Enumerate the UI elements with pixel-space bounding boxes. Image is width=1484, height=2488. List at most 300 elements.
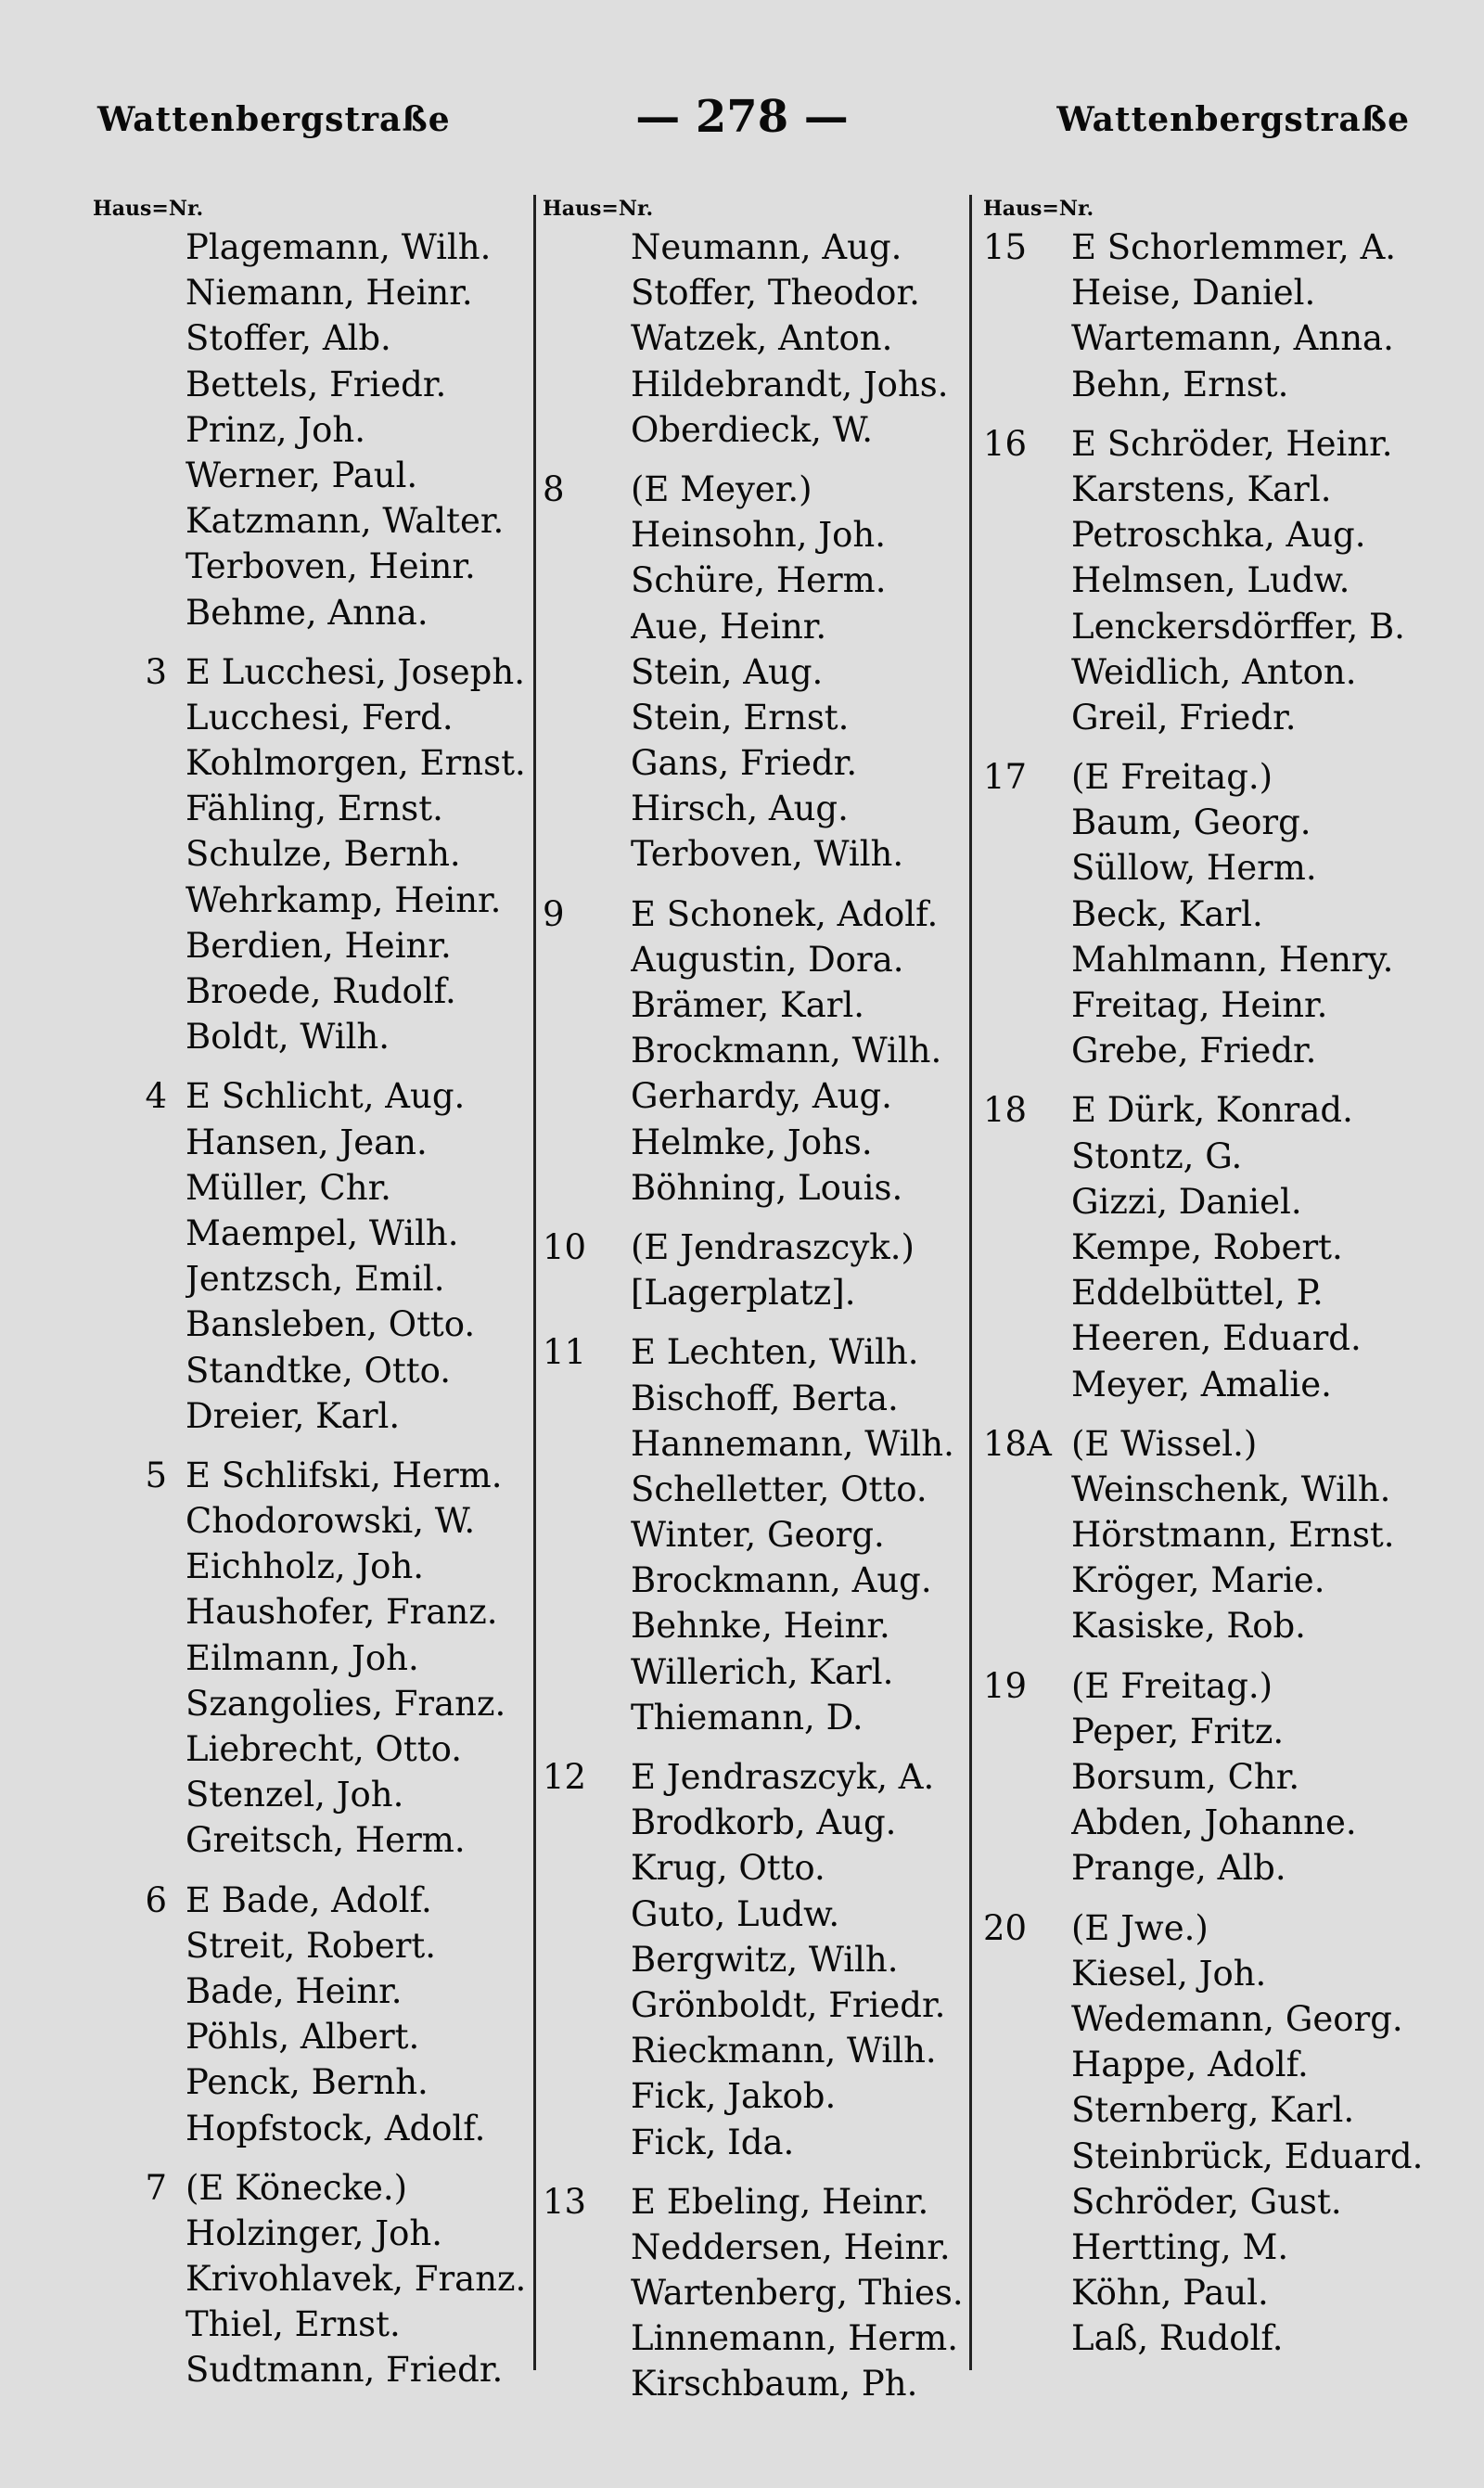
- house-number: [983, 467, 1071, 512]
- directory-entry: [543, 982, 979, 1028]
- directory-entry: [983, 315, 1447, 361]
- resident-name: Freitag, Heinr.: [1071, 985, 1328, 1025]
- resident-name: Thiemann, D.: [631, 1697, 864, 1738]
- directory-entry: [983, 937, 1447, 982]
- house-number: 8: [543, 468, 565, 509]
- house-number: [983, 1512, 1071, 1558]
- directory-entry: [983, 649, 1447, 695]
- directory-entry: [983, 421, 1447, 467]
- directory-entry: [93, 1453, 529, 1498]
- directory-entry: [543, 1845, 979, 1891]
- directory-entry: [543, 1120, 979, 1165]
- directory-entry: [93, 968, 529, 1014]
- house-number: [543, 1028, 631, 1073]
- directory-entry: [543, 695, 979, 740]
- entry-gap: [983, 1649, 1447, 1663]
- resident-name: Kasiske, Rob.: [1071, 1606, 1306, 1647]
- directory-entry: [93, 590, 529, 635]
- house-number: [983, 1225, 1071, 1270]
- entry-gap: [93, 1439, 529, 1453]
- entry-gap: [93, 2151, 529, 2165]
- directory-entry: [543, 937, 979, 982]
- resident-name: Köhn, Paul.: [1071, 2273, 1269, 2314]
- house-number: [543, 315, 631, 361]
- resident-name: Helmsen, Ludw.: [1071, 560, 1350, 601]
- house-number: [983, 1754, 1071, 1800]
- directory-entry: [93, 1772, 529, 1817]
- house-number: [543, 2120, 631, 2165]
- house-number: [543, 2225, 631, 2270]
- directory-entry: [543, 2270, 979, 2315]
- directory-entry: [93, 498, 529, 544]
- house-number: [543, 512, 631, 558]
- directory-entry: [543, 1695, 979, 1740]
- resident-name: Weidlich, Anton.: [1071, 651, 1357, 692]
- resident-name: Behme, Anna.: [186, 592, 429, 633]
- directory-entry: [983, 362, 1447, 407]
- resident-name: Schüre, Herm.: [631, 560, 887, 601]
- resident-name: Terboven, Heinr.: [186, 546, 476, 587]
- house-number: [93, 1393, 186, 1439]
- resident-name: Behn, Ernst.: [1071, 364, 1289, 404]
- directory-entry: [543, 1467, 979, 1512]
- directory-entry: [93, 1014, 529, 1059]
- house-number: [543, 224, 631, 270]
- directory-entry: [983, 1996, 1447, 2042]
- resident-name: Baum, Georg.: [1071, 802, 1311, 843]
- house-number: [543, 2270, 631, 2315]
- directory-entry: [93, 544, 529, 589]
- house-number: [983, 2134, 1071, 2179]
- directory-entry: [543, 1512, 979, 1558]
- resident-name: Eilmann, Joh.: [186, 1637, 419, 1678]
- resident-name: Fähling, Ernst.: [186, 789, 443, 829]
- directory-entry: [543, 1421, 979, 1467]
- directory-entry: [93, 1878, 529, 1923]
- house-number: [93, 1817, 186, 1863]
- resident-name: Boldt, Wilh.: [186, 1017, 390, 1058]
- resident-name: (E Könecke.): [186, 2167, 408, 2208]
- house-number: [93, 407, 186, 453]
- resident-name: Brockmann, Wilh.: [631, 1031, 942, 1071]
- house-number: [543, 695, 631, 740]
- directory-entry: [93, 1498, 529, 1544]
- resident-name: Kiesel, Joh.: [1071, 1953, 1267, 1994]
- resident-name: Holzinger, Joh.: [186, 2212, 442, 2253]
- house-number: [543, 1603, 631, 1648]
- resident-name: Kempe, Robert.: [1071, 1226, 1343, 1267]
- directory-entry: [93, 1923, 529, 1969]
- resident-name: Grebe, Friedr.: [1071, 1031, 1317, 1071]
- house-number: [543, 1467, 631, 1512]
- directory-entry: [543, 1165, 979, 1211]
- directory-entry: [543, 2120, 979, 2165]
- directory-entry: [543, 270, 979, 315]
- resident-name: Haushofer, Franz.: [186, 1592, 498, 1633]
- house-number: [93, 315, 186, 361]
- page-number: — 278 —: [635, 91, 849, 143]
- resident-name: Hildebrandt, Johs.: [631, 364, 949, 404]
- directory-entry: [93, 2165, 529, 2211]
- house-number: [93, 544, 186, 589]
- house-number: [543, 2361, 631, 2406]
- house-number: [983, 1270, 1071, 1315]
- house-number: 11: [543, 1332, 587, 1373]
- resident-name: Prange, Alb.: [1071, 1848, 1286, 1889]
- entry-gap: [543, 2165, 979, 2179]
- directory-entry: [983, 1467, 1447, 1512]
- house-number: [983, 558, 1071, 603]
- resident-name: (E Wissel.): [1071, 1423, 1258, 1464]
- resident-name: Happe, Adolf.: [1071, 2045, 1309, 2085]
- directory-entry: [983, 1709, 1447, 1754]
- resident-name: E Dürk, Konrad.: [1071, 1090, 1353, 1131]
- resident-name: Schulze, Bernh.: [186, 834, 461, 875]
- house-number: [543, 1800, 631, 1845]
- directory-entry: [93, 1256, 529, 1302]
- house-number: [543, 1695, 631, 1740]
- house-number: [93, 362, 186, 407]
- resident-name: (E Jwe.): [1071, 1907, 1209, 1948]
- directory-entry: [983, 845, 1447, 891]
- house-number: [543, 831, 631, 877]
- resident-name: Süllow, Herm.: [1071, 848, 1317, 889]
- resident-name: Plagemann, Wilh.: [186, 227, 492, 267]
- house-number: [983, 800, 1071, 845]
- house-number: [983, 1800, 1071, 1845]
- house-number: [983, 2087, 1071, 2133]
- house-number: [983, 1315, 1071, 1361]
- house-number-header: Haus=Nr.: [543, 197, 654, 221]
- house-number: 19: [983, 1665, 1028, 1706]
- house-number: [983, 2042, 1071, 2087]
- entry-gap: [983, 407, 1447, 421]
- house-number: [93, 1302, 186, 1347]
- directory-entry: [543, 649, 979, 695]
- resident-name: Brockmann, Aug.: [631, 1560, 932, 1601]
- resident-name: Wehrkamp, Heinr.: [186, 879, 502, 920]
- resident-name: Hirsch, Aug.: [631, 789, 849, 829]
- house-number: [983, 512, 1071, 558]
- resident-name: Abden, Johanne.: [1071, 1802, 1357, 1843]
- house-number: [543, 270, 631, 315]
- directory-entry: [983, 1512, 1447, 1558]
- house-number: [983, 1709, 1071, 1754]
- house-number: [93, 2014, 186, 2059]
- directory-entry: [543, 1649, 979, 1695]
- directory-entry: [93, 786, 529, 831]
- directory-entry: [543, 512, 979, 558]
- resident-name: Stoffer, Alb.: [186, 318, 391, 359]
- house-number: [543, 1558, 631, 1603]
- resident-name: Wartemann, Anna.: [1071, 318, 1394, 359]
- directory-entry: [543, 604, 979, 649]
- directory-entry: [93, 2106, 529, 2151]
- directory-entry: [983, 2134, 1447, 2179]
- directory-entry: [93, 315, 529, 361]
- house-number: [983, 270, 1071, 315]
- directory-entry: [983, 1225, 1447, 1270]
- directory-entry: [983, 467, 1447, 512]
- resident-name: E Lucchesi, Joseph.: [186, 651, 525, 692]
- resident-name: Stenzel, Joh.: [186, 1775, 404, 1815]
- house-number: [983, 1603, 1071, 1648]
- directory-entry: [543, 407, 979, 453]
- directory-entry: [543, 1376, 979, 1421]
- house-number: [93, 878, 186, 923]
- directory-entry: [543, 2028, 979, 2073]
- directory-entry: [543, 2225, 979, 2270]
- house-number: [93, 1498, 186, 1544]
- directory-entry: [983, 2087, 1447, 2133]
- directory-entry: [543, 1329, 979, 1375]
- directory-entry: [93, 1211, 529, 1256]
- resident-name: E Schonek, Adolf.: [631, 893, 939, 934]
- house-number: [983, 1845, 1071, 1891]
- house-number: [93, 1635, 186, 1681]
- entry-gap: [983, 740, 1447, 754]
- resident-name: Gans, Friedr.: [631, 743, 858, 784]
- resident-name: Rieckmann, Wilh.: [631, 2031, 937, 2071]
- resident-name: Maempel, Wilh.: [186, 1212, 459, 1253]
- resident-name: Weinschenk, Wilh.: [1071, 1468, 1391, 1509]
- house-number: [983, 315, 1071, 361]
- resident-name: Stoffer, Theodor.: [631, 273, 920, 314]
- house-number: 3: [145, 651, 167, 692]
- resident-name: Grönboldt, Friedr.: [631, 1984, 946, 2025]
- resident-name: Krivohlavek, Franz.: [186, 2259, 527, 2300]
- house-number: [983, 937, 1071, 982]
- house-number: 20: [983, 1907, 1028, 1948]
- resident-name: Thiel, Ernst.: [186, 2304, 401, 2345]
- resident-name: Heise, Daniel.: [1071, 273, 1316, 314]
- resident-name: Brodkorb, Aug.: [631, 1802, 897, 1843]
- directory-entry: [93, 1589, 529, 1635]
- resident-name: Petroschka, Aug.: [1071, 515, 1366, 556]
- resident-name: Terboven, Wilh.: [631, 834, 904, 875]
- resident-name: Steinbrück, Eduard.: [1071, 2135, 1424, 2176]
- directory-entry: [543, 362, 979, 407]
- resident-name: Heinsohn, Joh.: [631, 515, 886, 556]
- house-number: [93, 224, 186, 270]
- directory-entry: [93, 1817, 529, 1863]
- directory-entry: [93, 1635, 529, 1681]
- resident-name: Aue, Heinr.: [631, 606, 827, 647]
- column-divider: [533, 195, 536, 2370]
- house-number: 12: [543, 1757, 587, 1797]
- house-number: [543, 1421, 631, 1467]
- house-number: 6: [145, 1879, 167, 1920]
- directory-entry: [983, 1754, 1447, 1800]
- directory-entry: [983, 2270, 1447, 2315]
- resident-name: Guto, Ludw.: [631, 1893, 840, 1934]
- house-number: 10: [543, 1226, 587, 1267]
- resident-name: Stein, Aug.: [631, 651, 824, 692]
- house-number: [543, 1649, 631, 1695]
- house-number: [543, 1845, 631, 1891]
- directory-entry: [93, 2256, 529, 2302]
- resident-name: Katzmann, Walter.: [186, 501, 505, 542]
- directory-entry: [543, 1225, 979, 1270]
- resident-name: Hannemann, Wilh.: [631, 1423, 954, 1464]
- directory-column-2: [543, 193, 979, 2407]
- directory-entry: [543, 2315, 979, 2361]
- house-number: [543, 1937, 631, 1982]
- resident-name: E Schlifski, Herm.: [186, 1455, 503, 1495]
- house-number: [93, 2256, 186, 2302]
- resident-name: Sternberg, Karl.: [1071, 2090, 1355, 2131]
- directory-entry: [543, 1937, 979, 1982]
- resident-name: Szangolies, Franz.: [186, 1683, 506, 1724]
- house-number: [93, 1120, 186, 1165]
- directory-entry: [983, 2315, 1447, 2361]
- house-number: [543, 649, 631, 695]
- resident-name: Böhning, Louis.: [631, 1167, 903, 1208]
- house-number: [93, 1726, 186, 1772]
- house-number: [543, 558, 631, 603]
- entry-gap: [543, 878, 979, 891]
- house-number: [93, 2106, 186, 2151]
- directory-entry: [983, 512, 1447, 558]
- house-number: [93, 1772, 186, 1817]
- directory-entry: [93, 1348, 529, 1393]
- directory-entry: [543, 786, 979, 831]
- resident-name: Kirschbaum, Ph.: [631, 2364, 918, 2405]
- resident-name: Bade, Heinr.: [186, 1970, 403, 2011]
- directory-entry: [93, 2014, 529, 2059]
- house-number: [543, 982, 631, 1028]
- directory-entry: [983, 1800, 1447, 1845]
- house-number: [543, 362, 631, 407]
- directory-entry: [93, 878, 529, 923]
- resident-name: Bettels, Friedr.: [186, 364, 447, 404]
- directory-entry: [543, 467, 979, 512]
- house-number: [543, 1512, 631, 1558]
- directory-entry: [93, 2059, 529, 2105]
- resident-name: Hopfstock, Adolf.: [186, 2108, 486, 2148]
- resident-name: Neddersen, Heinr.: [631, 2226, 951, 2267]
- entry-gap: [93, 635, 529, 649]
- directory-entry: [983, 2225, 1447, 2270]
- entry-gap: [983, 1892, 1447, 1905]
- resident-name: E Schröder, Heinr.: [1071, 423, 1393, 464]
- house-number: [983, 1179, 1071, 1225]
- directory-entry: [983, 1134, 1447, 1179]
- directory-entry: [983, 224, 1447, 270]
- directory-column-3: [983, 193, 1447, 2361]
- house-number: [983, 891, 1071, 937]
- house-number: [93, 2059, 186, 2105]
- house-number: [983, 1134, 1071, 1179]
- directory-entry: [543, 1800, 979, 1845]
- house-number: [93, 1969, 186, 2014]
- resident-name: Streit, Robert.: [186, 1925, 437, 1966]
- directory-entry: [983, 2042, 1447, 2087]
- directory-entry: [983, 982, 1447, 1028]
- directory-entry: [983, 1905, 1447, 1951]
- entry-gap: [543, 1315, 979, 1329]
- resident-name: Eichholz, Joh.: [186, 1546, 425, 1587]
- house-number: [543, 2315, 631, 2361]
- resident-name: Chodorowski, W.: [186, 1501, 476, 1542]
- resident-name: Dreier, Karl.: [186, 1395, 401, 1436]
- resident-name: Schröder, Gust.: [1071, 2181, 1342, 2222]
- house-number: [93, 1211, 186, 1256]
- house-number: [983, 982, 1071, 1028]
- resident-name: Linnemann, Herm.: [631, 2318, 958, 2359]
- entry-gap: [93, 1864, 529, 1878]
- resident-name: Standtke, Otto.: [186, 1350, 451, 1391]
- directory-entry: [93, 453, 529, 498]
- directory-entry: [543, 224, 979, 270]
- house-number: [983, 1467, 1071, 1512]
- directory-entry: [93, 1120, 529, 1165]
- directory-entry: [983, 1179, 1447, 1225]
- directory-entry: [93, 362, 529, 407]
- directory-entry: [983, 2179, 1447, 2225]
- resident-name: [Lagerplatz].: [631, 1273, 856, 1314]
- entry-gap: [983, 1407, 1447, 1421]
- resident-name: Wartenberg, Thies.: [631, 2273, 964, 2314]
- house-number: [93, 740, 186, 786]
- house-number-header: Haus=Nr.: [983, 197, 1094, 221]
- house-number: 7: [145, 2167, 167, 2208]
- directory-entry: [93, 1165, 529, 1211]
- directory-entry: [543, 740, 979, 786]
- directory-entry: [543, 1982, 979, 2028]
- resident-name: Willerich, Karl.: [631, 1651, 894, 1692]
- resident-name: Borsum, Chr.: [1071, 1757, 1300, 1797]
- directory-entry: [983, 1270, 1447, 1315]
- directory-entry: [93, 1681, 529, 1726]
- house-number: [93, 1544, 186, 1589]
- house-number: 18: [983, 1090, 1028, 1131]
- directory-entry: [93, 1073, 529, 1119]
- running-header-right: Wattenbergstraße: [1056, 100, 1410, 139]
- resident-name: Winter, Georg.: [631, 1515, 885, 1556]
- resident-name: Greil, Friedr.: [1071, 697, 1297, 737]
- house-number: [543, 1982, 631, 2028]
- directory-entry: [983, 754, 1447, 800]
- house-number: [983, 604, 1071, 649]
- resident-name: Oberdieck, W.: [631, 409, 874, 450]
- house-number: [983, 2315, 1071, 2361]
- resident-name: Meyer, Amalie.: [1071, 1364, 1332, 1404]
- house-number: 4: [145, 1076, 167, 1117]
- house-number: [93, 2302, 186, 2347]
- directory-entry: [983, 695, 1447, 740]
- directory-entry: [543, 1603, 979, 1648]
- directory-entry: [93, 407, 529, 453]
- house-number: [983, 695, 1071, 740]
- resident-name: Neumann, Aug.: [631, 227, 902, 267]
- house-number: [93, 453, 186, 498]
- house-number: 16: [983, 423, 1028, 464]
- resident-name: Laß, Rudolf.: [1071, 2318, 1284, 2359]
- house-number: [543, 407, 631, 453]
- resident-name: E Lechten, Wilh.: [631, 1332, 919, 1373]
- resident-name: Pöhls, Albert.: [186, 2017, 420, 2058]
- resident-name: Greitsch, Herm.: [186, 1820, 466, 1861]
- house-number: [93, 1589, 186, 1635]
- directory-entry: [983, 1951, 1447, 1996]
- directory-entry: [543, 2179, 979, 2225]
- directory-entry: [93, 831, 529, 877]
- house-number: [983, 1558, 1071, 1603]
- house-number: [983, 1996, 1071, 2042]
- directory-entry: [93, 224, 529, 270]
- running-header-left: Wattenbergstraße: [97, 100, 451, 139]
